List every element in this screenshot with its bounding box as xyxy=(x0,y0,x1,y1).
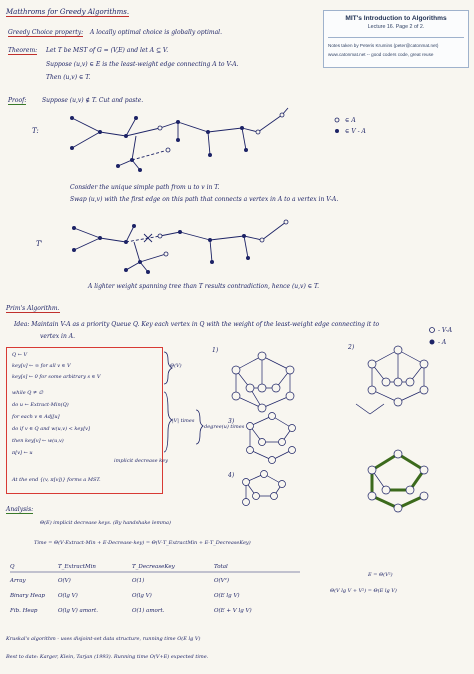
best-to-date-text: Best to date: Karger, Klein, Tarjan (1993). Running time O(V+E) expected time. xyxy=(6,654,209,660)
table-cell: O(lg V) xyxy=(58,592,78,599)
step-label: 4) xyxy=(228,472,235,479)
graph-step-1-nodes xyxy=(232,352,294,412)
handshake-text: Θ(E) implicit decrease keys. (By handshake lemma) xyxy=(40,520,171,526)
time-equation: Time = Θ(V·Extract-Min + E·Decrease-key) = Θ(V·T_ExtractMin + E·T_DecreaseKey) xyxy=(34,540,251,546)
theorem-line-1: Let T be MST of G = (V,E) and let A ⊆ V. xyxy=(46,47,169,54)
graph-step-3-nodes xyxy=(247,413,296,464)
step-label: 1) xyxy=(212,347,219,354)
implicit-note: implicit decrease key xyxy=(114,458,168,464)
greedy-text: A locally optimal choice is globally optimal. xyxy=(90,29,222,36)
lighter-text: A lighter weight spanning tree than T results contradiction, hence (u,v) ∈ T. xyxy=(88,283,320,290)
table-cell: Binary Heap xyxy=(10,592,45,599)
legend-a: ∈ A xyxy=(345,117,356,124)
idea-legend-filled xyxy=(430,340,435,345)
header-site: www.catonmat.net -- good coders code, great reuse xyxy=(328,52,434,57)
code-line: while Q ≠ ∅ xyxy=(12,390,44,396)
idea-legend-a: - A xyxy=(438,339,447,346)
code-line: do if v ∈ Q and w(u,v) < key[v] xyxy=(12,426,90,432)
graph-final-nodes xyxy=(368,450,428,512)
brace-inner xyxy=(196,410,203,444)
tree-tprime-diagram xyxy=(74,222,286,272)
header-subtitle: Lecture 16. Page 2 of 2. xyxy=(367,24,425,30)
step-label: 3) xyxy=(228,418,235,425)
code-line: for each v ∈ Adj[u] xyxy=(12,414,60,420)
legend-open-node xyxy=(335,118,339,122)
tree-t-diagram xyxy=(72,108,288,170)
table-header-cell: T_ExtractMin xyxy=(58,563,96,570)
table-cell: O(E lg V) xyxy=(214,592,240,599)
degree-times-note: degree(u) times xyxy=(204,424,245,430)
legend-va: ∈ V - A xyxy=(345,128,366,135)
table-cell: O(V) xyxy=(58,577,71,584)
code-line: key[v] ← ∞ for all v ∈ V xyxy=(12,363,71,369)
graph-side-small xyxy=(356,404,384,414)
header-notes-by: Notes taken by Peteris Krumins (peter@catonmat.net) xyxy=(328,43,439,48)
theorem-label: Theorem: xyxy=(8,47,38,54)
proof-label: Proof: xyxy=(8,97,27,104)
proof-text: Suppose (u,v) ∉ T. Cut and paste. xyxy=(42,97,144,104)
code-line: Q ← V xyxy=(12,352,28,358)
theta-v-note: Θ(V) xyxy=(170,363,182,369)
table-cell: O(V²) xyxy=(214,577,229,584)
tree-tprime-open-nodes xyxy=(158,220,288,256)
brace-init xyxy=(164,352,172,384)
idea-line-1: Idea: Maintain V-A as a priority Queue Q. Key each vertex in Q with the weight of the least-weight edge connecting it to xyxy=(14,321,380,328)
table-header-cell: T_DecreaseKey xyxy=(132,563,175,570)
v-times-note: |V| times xyxy=(172,418,195,424)
idea-line-2: vertex in A. xyxy=(40,333,75,340)
table-header-cell: Total xyxy=(214,563,228,570)
table-cell: O(lg V) xyxy=(132,592,152,599)
graph-step-1 xyxy=(236,356,290,408)
table-header-cell: Q xyxy=(10,563,15,570)
kruskal-text: Kruskal's algorithm - uses disjoint-set data structure, running time O(E lg V) xyxy=(6,636,201,642)
tree-tprime-nodes xyxy=(72,224,250,274)
tree-t-nodes xyxy=(70,116,248,172)
table-cell: Fib. Heap xyxy=(10,607,38,614)
theorem-line-3: Then (u,v) ∈ T. xyxy=(46,74,91,81)
table-cell: O(1) xyxy=(132,577,145,584)
brace-loop xyxy=(164,392,172,452)
step-label: 2) xyxy=(348,344,355,351)
tprime-label: T' xyxy=(36,240,43,248)
consider-line-1: Consider the unique simple path from u to v in T. xyxy=(70,184,220,191)
header-title: MIT's Introduction to Algorithms xyxy=(345,15,447,22)
tree-t-open-nodes xyxy=(158,113,284,152)
table-cell: O(E + V lg V) xyxy=(214,607,252,614)
prims-label: Prim's Algorithm. xyxy=(6,305,60,312)
code-line: then key[v] ← w(u,v) xyxy=(12,438,64,444)
consider-line-2: Swap (u,v) with the first edge on this path that connects a vertex in A to a vertex in V-A. xyxy=(70,196,339,203)
graph-step-3 xyxy=(250,416,292,460)
code-line: do u ← Extract-Min(Q) xyxy=(12,402,69,408)
code-line: At the end {(v, π[v])} forms a MST. xyxy=(12,477,101,483)
idea-legend-open xyxy=(430,328,435,333)
side-equation-1: E = Θ(V²) xyxy=(368,572,393,578)
table-cell: O(1) amort. xyxy=(132,607,165,614)
greedy-label: Greedy Choice property: xyxy=(8,29,84,36)
t-label: T: xyxy=(32,127,39,135)
table-cell: O(lg V) amort. xyxy=(58,607,98,614)
code-line: key[s] ← 0 for some arbitrary s ∈ V xyxy=(12,374,101,380)
analysis-label: Analysis: xyxy=(6,506,34,513)
page-heading: Matthroms for Greedy Algorithms. xyxy=(6,8,130,16)
code-line: π[v] ← u xyxy=(12,450,33,456)
legend-filled-node xyxy=(335,129,339,133)
graph-step-2 xyxy=(372,350,424,402)
idea-legend-va: - V-A xyxy=(438,327,453,334)
side-equation-2: Θ(V lg V + V²) = Θ(E lg V) xyxy=(330,588,397,594)
table-cell: Array xyxy=(10,577,26,584)
theorem-line-2: Suppose (u,v) ∈ E is the least-weight edge connecting A to V-A. xyxy=(46,61,239,68)
